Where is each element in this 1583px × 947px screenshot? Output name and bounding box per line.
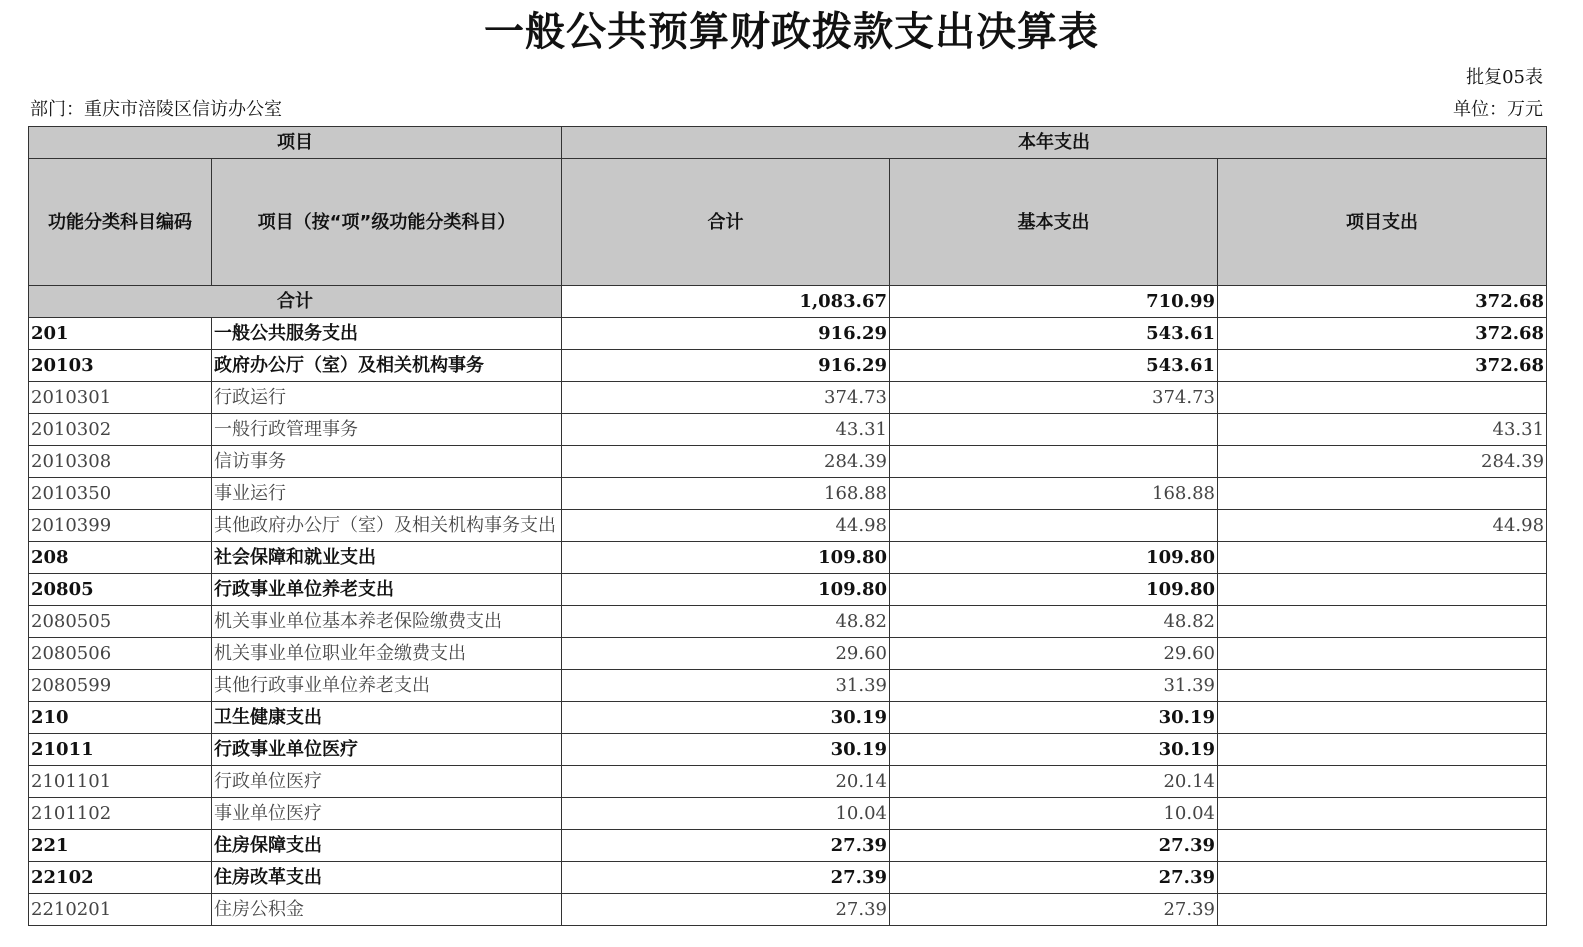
table-row: [29, 382, 1547, 414]
row-basic: [890, 510, 1218, 542]
row-total: 30.19: [562, 702, 890, 734]
row-project: [1218, 862, 1547, 894]
row-name: 住房保障支出: [212, 830, 562, 862]
row-code: 208: [29, 542, 212, 574]
row-name: 机关事业单位职业年金缴费支出: [212, 638, 562, 670]
row-total: 29.60: [562, 638, 890, 670]
row-basic: 30.19: [890, 702, 1218, 734]
row-project: [1218, 702, 1547, 734]
row-total: 109.80: [562, 542, 890, 574]
row-basic: 48.82: [890, 606, 1218, 638]
row-code: 21011: [29, 734, 212, 766]
table-row: [29, 478, 1547, 510]
row-project: 43.31: [1218, 414, 1547, 446]
row-code: 2010301: [29, 382, 212, 414]
table-row: [29, 894, 1547, 926]
total-row: [29, 286, 1547, 318]
row-code: 2080599: [29, 670, 212, 702]
header-basic: 基本支出: [890, 159, 1218, 286]
row-project: [1218, 894, 1547, 926]
row-basic: 31.39: [890, 670, 1218, 702]
row-name: 一般公共服务支出: [212, 318, 562, 350]
row-basic: [890, 446, 1218, 478]
row-name: 事业单位医疗: [212, 798, 562, 830]
row-code: 2010302: [29, 414, 212, 446]
row-project: 372.68: [1218, 350, 1547, 382]
row-code: 2080505: [29, 606, 212, 638]
total-project: 372.68: [1218, 286, 1547, 318]
row-code: 2010399: [29, 510, 212, 542]
total-sum: 1,083.67: [562, 286, 890, 318]
table-row: [29, 510, 1547, 542]
row-total: 27.39: [562, 894, 890, 926]
row-total: 31.39: [562, 670, 890, 702]
row-name: 其他政府办公厅（室）及相关机构事务支出: [212, 510, 562, 542]
total-label: 合计: [29, 286, 562, 318]
row-basic: 27.39: [890, 830, 1218, 862]
form-number: 批复05表: [1466, 67, 1543, 88]
row-project: [1218, 478, 1547, 510]
row-name: 住房改革支出: [212, 862, 562, 894]
row-code: 2101102: [29, 798, 212, 830]
row-basic: 27.39: [890, 862, 1218, 894]
row-total: 43.31: [562, 414, 890, 446]
table-row: [29, 350, 1547, 382]
header-row-2: [29, 159, 1547, 286]
row-total: 374.73: [562, 382, 890, 414]
row-name: 行政事业单位养老支出: [212, 574, 562, 606]
row-project: [1218, 766, 1547, 798]
row-total: 27.39: [562, 862, 890, 894]
row-name: 社会保障和就业支出: [212, 542, 562, 574]
row-project: [1218, 574, 1547, 606]
row-project: 372.68: [1218, 318, 1547, 350]
table-row: [29, 766, 1547, 798]
row-total: 916.29: [562, 318, 890, 350]
row-code: 22102: [29, 862, 212, 894]
row-code: 221: [29, 830, 212, 862]
row-project: 284.39: [1218, 446, 1547, 478]
row-project: [1218, 606, 1547, 638]
row-total: 48.82: [562, 606, 890, 638]
table-row: [29, 670, 1547, 702]
row-name: 行政运行: [212, 382, 562, 414]
table-row: [29, 862, 1547, 894]
header-row-1: [29, 127, 1547, 159]
table-row: [29, 702, 1547, 734]
row-code: 2080506: [29, 638, 212, 670]
row-basic: 30.19: [890, 734, 1218, 766]
row-code: 20103: [29, 350, 212, 382]
row-total: 109.80: [562, 574, 890, 606]
table-row: [29, 542, 1547, 574]
header-item: 项目（按“项”级功能分类科目）: [212, 159, 562, 286]
row-name: 一般行政管理事务: [212, 414, 562, 446]
row-basic: 543.61: [890, 350, 1218, 382]
row-project: 44.98: [1218, 510, 1547, 542]
row-code: 2210201: [29, 894, 212, 926]
department-label: 部门：重庆市涪陵区信访办公室: [30, 99, 282, 120]
row-basic: 543.61: [890, 318, 1218, 350]
row-name: 卫生健康支出: [212, 702, 562, 734]
row-total: 284.39: [562, 446, 890, 478]
row-basic: 168.88: [890, 478, 1218, 510]
row-code: 2101101: [29, 766, 212, 798]
table-row: [29, 734, 1547, 766]
row-code: 201: [29, 318, 212, 350]
table-row: [29, 798, 1547, 830]
total-basic: 710.99: [890, 286, 1218, 318]
row-basic: 29.60: [890, 638, 1218, 670]
row-code: 2010350: [29, 478, 212, 510]
row-project: [1218, 638, 1547, 670]
row-total: 44.98: [562, 510, 890, 542]
row-name: 政府办公厅（室）及相关机构事务: [212, 350, 562, 382]
header-project-expenditure: 项目支出: [1218, 159, 1547, 286]
row-code: 210: [29, 702, 212, 734]
row-project: [1218, 382, 1547, 414]
row-name: 机关事业单位基本养老保险缴费支出: [212, 606, 562, 638]
row-name: 行政事业单位医疗: [212, 734, 562, 766]
row-total: 10.04: [562, 798, 890, 830]
row-project: [1218, 798, 1547, 830]
row-name: 事业运行: [212, 478, 562, 510]
row-total: 916.29: [562, 350, 890, 382]
row-project: [1218, 542, 1547, 574]
table-row: [29, 830, 1547, 862]
row-code: 20805: [29, 574, 212, 606]
row-name: 住房公积金: [212, 894, 562, 926]
row-total: 30.19: [562, 734, 890, 766]
table-row: [29, 414, 1547, 446]
row-basic: 10.04: [890, 798, 1218, 830]
row-total: 20.14: [562, 766, 890, 798]
row-basic: 20.14: [890, 766, 1218, 798]
header-current-year: 本年支出: [562, 127, 1547, 159]
header-total: 合计: [562, 159, 890, 286]
row-project: [1218, 734, 1547, 766]
row-name: 行政单位医疗: [212, 766, 562, 798]
table-row: [29, 318, 1547, 350]
row-basic: 109.80: [890, 574, 1218, 606]
row-name: 信访事务: [212, 446, 562, 478]
table-row: [29, 606, 1547, 638]
header-project: 项目: [29, 127, 562, 159]
budget-table: [28, 126, 1547, 926]
document-title: 一般公共预算财政拨款支出决算表: [484, 9, 1099, 55]
header-code: 功能分类科目编码: [29, 159, 212, 286]
row-basic: 109.80: [890, 542, 1218, 574]
row-basic: [890, 414, 1218, 446]
row-total: 168.88: [562, 478, 890, 510]
row-code: 2010308: [29, 446, 212, 478]
unit-label: 单位：万元: [1453, 99, 1543, 120]
table-row: [29, 446, 1547, 478]
row-basic: 374.73: [890, 382, 1218, 414]
table-row: [29, 574, 1547, 606]
table-row: [29, 638, 1547, 670]
row-project: [1218, 670, 1547, 702]
row-basic: 27.39: [890, 894, 1218, 926]
row-total: 27.39: [562, 830, 890, 862]
row-name: 其他行政事业单位养老支出: [212, 670, 562, 702]
row-project: [1218, 830, 1547, 862]
